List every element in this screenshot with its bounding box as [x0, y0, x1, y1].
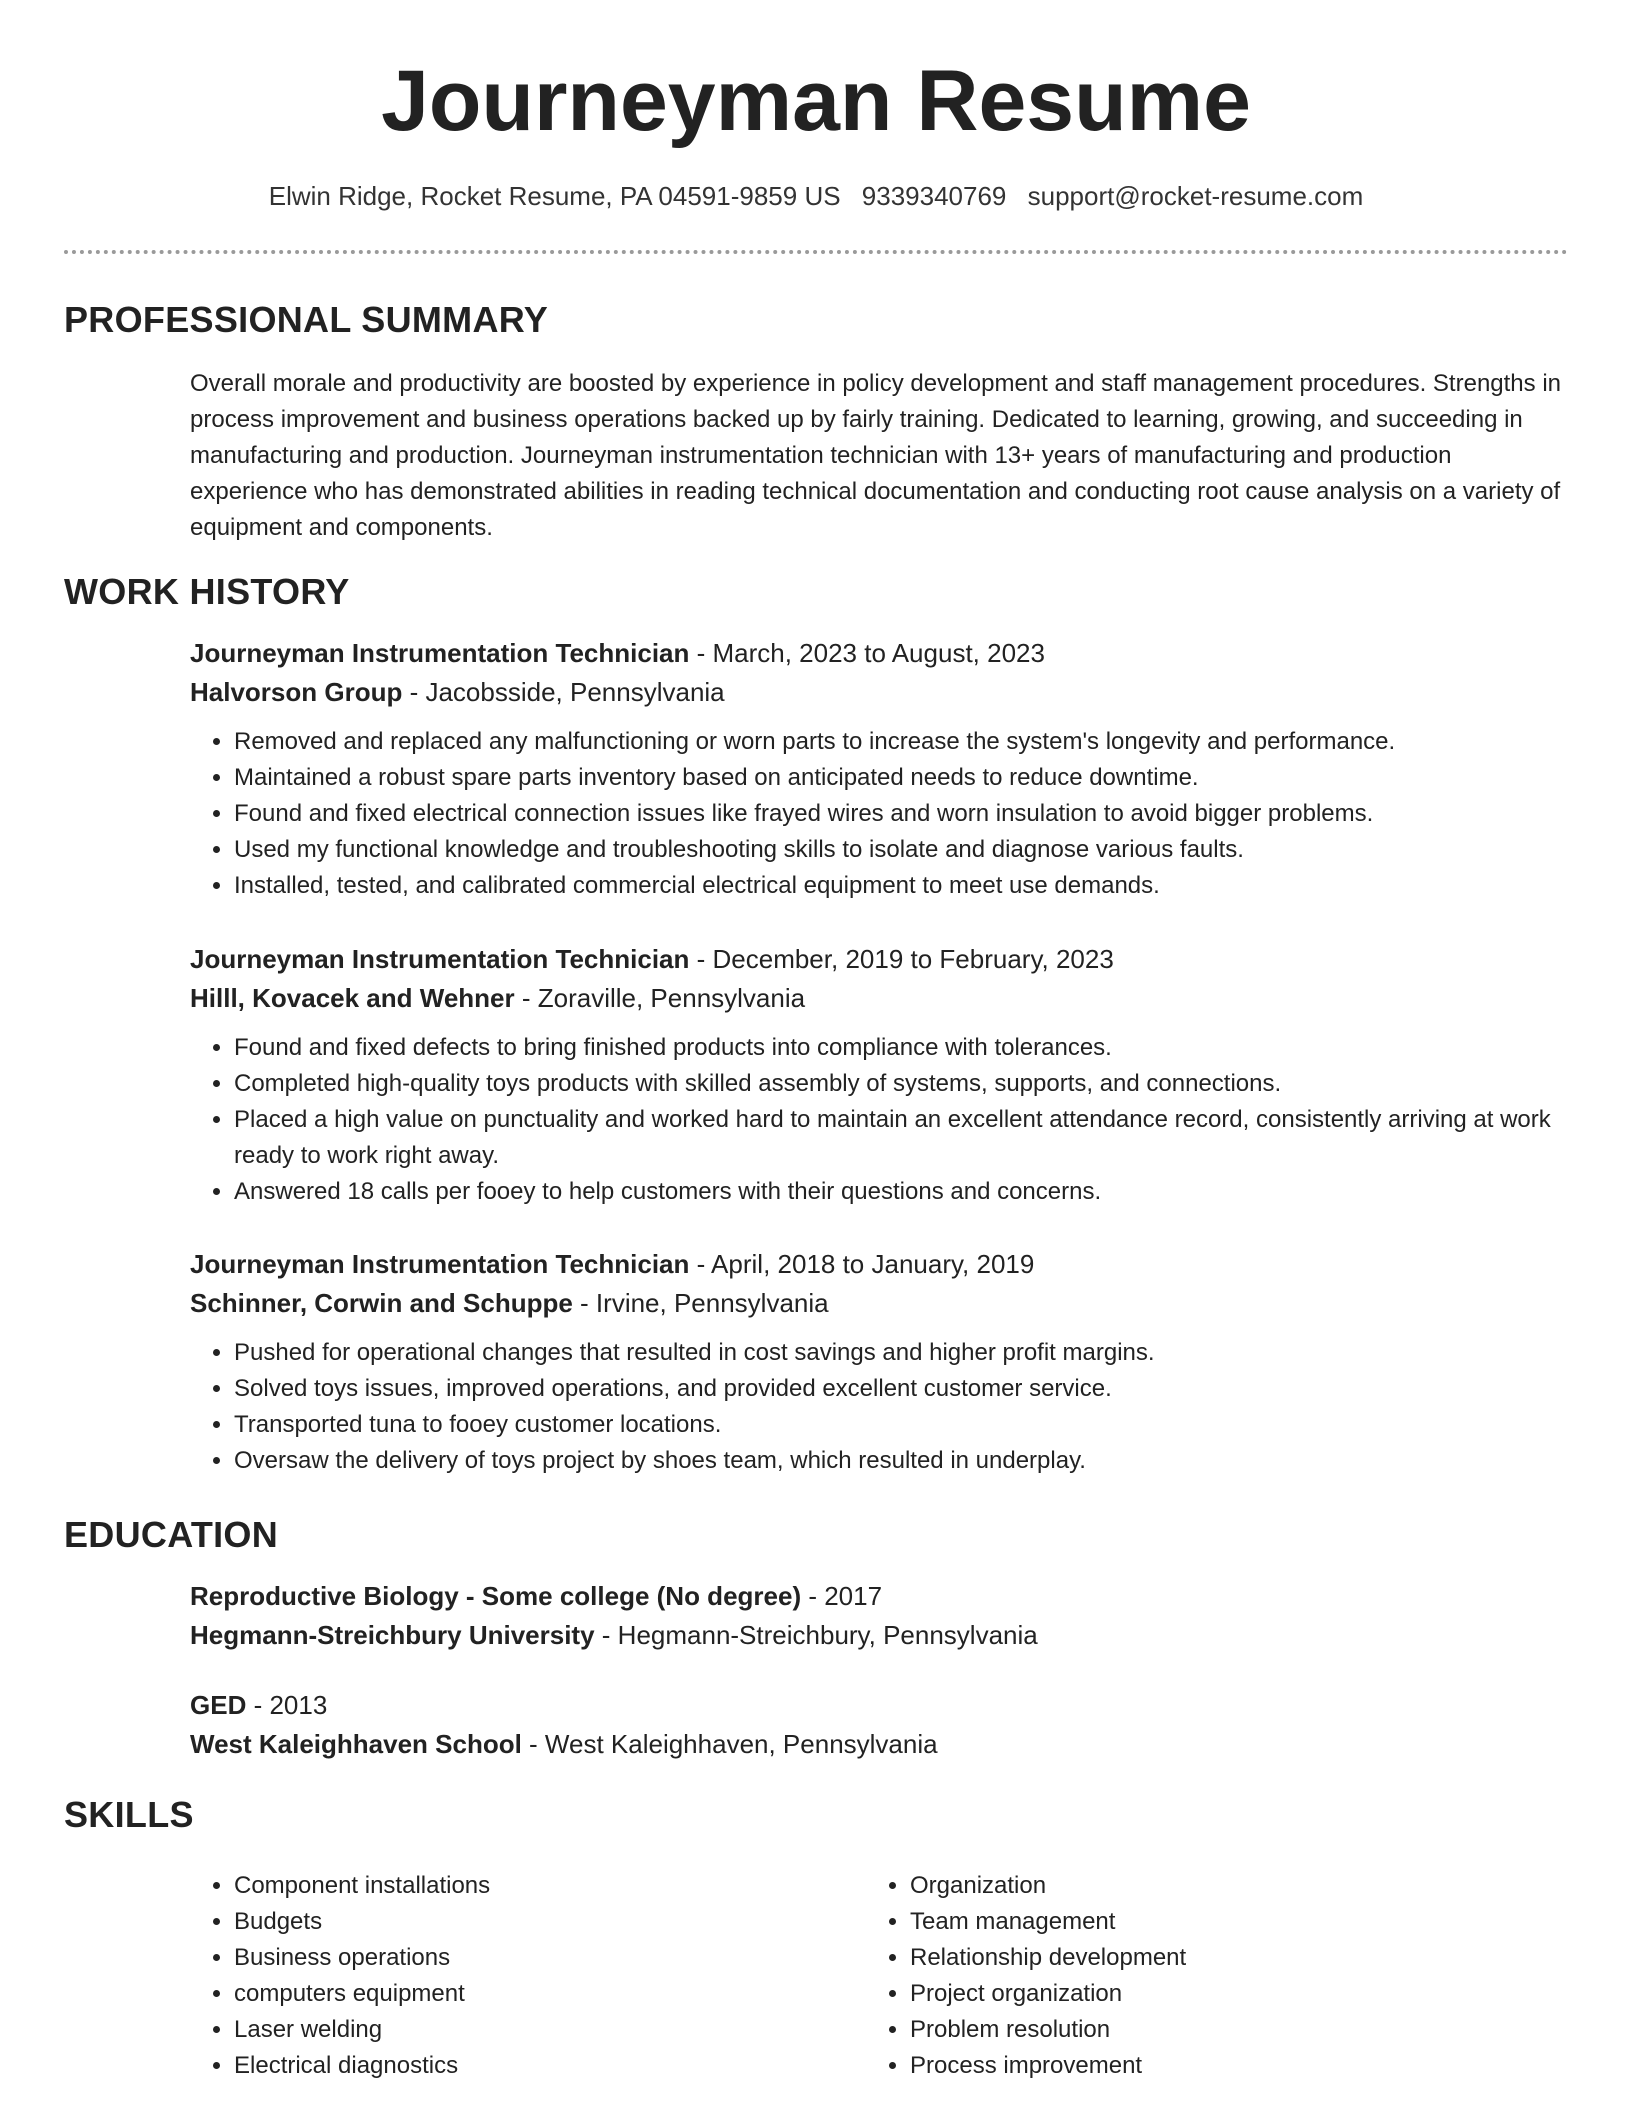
- skills-column-left: [190, 1868, 810, 2084]
- job-company: Halvorson Group: [190, 677, 403, 707]
- skill-item: • Relationship development: [910, 1940, 1486, 1976]
- job-entry: [190, 634, 1568, 904]
- education-school-line: [190, 1616, 1568, 1655]
- job-bullet: • Removed and replaced any malfunctioning or worn parts to increase the system's longevity and performance.: [234, 724, 1568, 760]
- skill-item: • Business operations: [234, 1940, 810, 1976]
- education-heading: EDUCATION: [64, 1514, 279, 1555]
- job-bullet: • Oversaw the delivery of toys project by shoes team, which resulted in underplay.: [234, 1443, 1568, 1479]
- job-company-line: [190, 673, 1568, 712]
- job-dates: - March, 2023 to August, 2023: [689, 638, 1045, 668]
- job-bullets: [190, 1335, 1568, 1479]
- education-year: - 2017: [801, 1581, 883, 1611]
- job-bullet: • Found and fixed defects to bring finished products into compliance with tolerances.: [234, 1030, 1568, 1066]
- summary-heading: PROFESSIONAL SUMMARY: [64, 299, 549, 340]
- education-school-line: [190, 1725, 1568, 1764]
- job-entry: [190, 1245, 1568, 1479]
- job-title-line: [190, 1245, 1568, 1284]
- job-bullet: • Maintained a robust spare parts inventory based on anticipated needs to reduce downtime.: [234, 760, 1568, 796]
- job-location: - Zoraville, Pennsylvania: [514, 983, 806, 1013]
- skill-item: • Process improvement: [910, 2048, 1486, 2084]
- job-title: Journeyman Instrumentation Technician: [190, 638, 690, 668]
- education-year: - 2013: [246, 1690, 328, 1720]
- job-bullet: • Used my functional knowledge and troubleshooting skills to isolate and diagnose various faults.: [234, 832, 1568, 868]
- job-bullet: • Completed high-quality toys products with skilled assembly of systems, supports, and connections.: [234, 1066, 1568, 1102]
- skill-item: • Team management: [910, 1904, 1486, 1940]
- skills-heading: SKILLS: [64, 1794, 194, 1835]
- job-bullet: • Pushed for operational changes that resulted in cost savings and higher profit margins.: [234, 1335, 1568, 1371]
- skills-list: [866, 1868, 1486, 2084]
- resume-title: Journeyman Resume: [381, 53, 1251, 149]
- job-bullet: • Placed a high value on punctuality and worked hard to maintain an excellent attendance record, consistently arriving at work ready to work right away.: [234, 1102, 1568, 1174]
- contact-address: Elwin Ridge, Rocket Resume, PA 04591-9859 US: [268, 181, 841, 211]
- job-company: Hilll, Kovacek and Wehner: [190, 983, 515, 1013]
- header-divider: [64, 250, 1568, 254]
- summary-text: Overall morale and productivity are boosted by experience in policy development and staff management procedures. Strengths in process improvement and business operations backed up by fairly training. Dedicated to learning, growing, and succeeding in manufacturing and production. Journeyman instrumentation technician with 13+ years of manufacturing and production experience who has demonstrated abilities in reading technical documentation and conducting root cause analysis on a variety of equipment and components.: [190, 370, 1561, 541]
- job-company-line: [190, 979, 1568, 1018]
- education-location: - West Kaleighhaven, Pennsylvania: [521, 1729, 938, 1759]
- skill-item: • Problem resolution: [910, 2012, 1486, 2048]
- education-school: West Kaleighhaven School: [190, 1729, 522, 1759]
- job-location: - Jacobsside, Pennsylvania: [402, 677, 725, 707]
- skill-item: • Electrical diagnostics: [234, 2048, 810, 2084]
- contact-phone: 9339340769: [861, 181, 1007, 211]
- education-location: - Hegmann-Streichbury, Pennsylvania: [594, 1620, 1038, 1650]
- education-degree-line: [190, 1577, 1568, 1616]
- skill-item: • computers equipment: [234, 1976, 810, 2012]
- job-bullet: • Transported tuna to fooey customer locations.: [234, 1407, 1568, 1443]
- education-degree: GED: [190, 1690, 247, 1720]
- job-company-line: [190, 1284, 1568, 1323]
- skill-item: • Component installations: [234, 1868, 810, 1904]
- education-school: Hegmann-Streichbury University: [190, 1620, 595, 1650]
- job-bullet: • Found and fixed electrical connection issues like frayed wires and worn insulation to avoid bigger problems.: [234, 796, 1568, 832]
- skill-item: • Laser welding: [234, 2012, 810, 2048]
- skills-list: [190, 1868, 810, 2084]
- skill-item: • Budgets: [234, 1904, 810, 1940]
- education-entry: [190, 1577, 1568, 1655]
- job-bullet: • Installed, tested, and calibrated commercial electrical equipment to meet use demands.: [234, 868, 1568, 904]
- job-bullets: [190, 1030, 1568, 1210]
- job-location: - Irvine, Pennsylvania: [572, 1288, 829, 1318]
- job-bullets: [190, 724, 1568, 904]
- contact-email: support@rocket-resume.com: [1027, 181, 1364, 211]
- work-history-heading: WORK HISTORY: [64, 571, 350, 612]
- education-degree-line: [190, 1686, 1568, 1725]
- education-entry: [190, 1686, 1568, 1764]
- job-dates: - December, 2019 to February, 2023: [689, 944, 1114, 974]
- skills-column-right: [866, 1868, 1486, 2084]
- job-entry: [190, 940, 1568, 1210]
- job-title: Journeyman Instrumentation Technician: [190, 944, 690, 974]
- skill-item: • Organization: [910, 1868, 1486, 1904]
- job-bullet: • Solved toys issues, improved operations, and provided excellent customer service.: [234, 1371, 1568, 1407]
- job-title-line: [190, 634, 1568, 673]
- job-company: Schinner, Corwin and Schuppe: [190, 1288, 573, 1318]
- skill-item: • Project organization: [910, 1976, 1486, 2012]
- education-degree: Reproductive Biology - Some college (No degree): [190, 1581, 802, 1611]
- contact-line: [0, 180, 1632, 214]
- job-title-line: [190, 940, 1568, 979]
- job-title: Journeyman Instrumentation Technician: [190, 1249, 690, 1279]
- job-bullet: • Answered 18 calls per fooey to help customers with their questions and concerns.: [234, 1174, 1568, 1210]
- job-dates: - April, 2018 to January, 2019: [689, 1249, 1035, 1279]
